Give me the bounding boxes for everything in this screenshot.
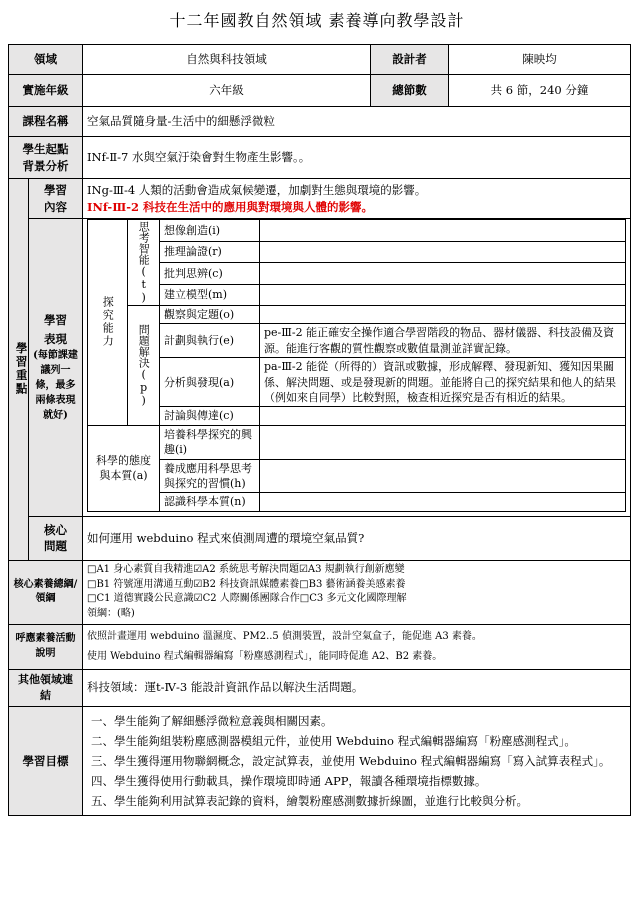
attitude-label: 科學的態度與本質(a) [88, 425, 160, 511]
goal-item: 一、學生能夠了解細懸浮微粒意義與相關因素。 [91, 713, 333, 728]
field-label: 領域 [9, 45, 83, 75]
thinking-label: 思考智能(t) [128, 220, 160, 306]
periods-value: 共 6 節，240 分鐘 [449, 75, 631, 107]
competency-label: 核心素養總綱/領綱 [9, 560, 83, 624]
thinking-item: 推理論證(r) [160, 241, 260, 263]
thinking-item: 想像創造(i) [160, 220, 260, 242]
grade-label: 實施年級 [9, 75, 83, 107]
goal-item: 四、學生獲得使用行動載具，操作環境即時通 APP，報讀各種環境指標數據。 [91, 773, 487, 788]
learning-content: INg-Ⅲ-4 人類的活動會造成氣候變遷，加劇對生態與環境的影響。 INf-Ⅲ-2 科技在生活中的應用與對環境與人體的影響。 [83, 179, 631, 219]
document-title: 十二年國教自然領域 素養導向教學設計 [169, 11, 465, 30]
other-domain-value: 科技領域：運t-Ⅳ-3 能設計資訊作品以解決生活問題。 [83, 669, 631, 706]
field-value: 自然與科技領域 [83, 45, 371, 75]
goal-item: 五、學生能夠利用試算表記錄的資料，繪製粉塵感測數據折線圖，並進行比較與分析。 [91, 794, 528, 809]
goal-item: 二、學生能夠組裝粉塵感測器模組元件，並使用 Webduino 程式編輯器編寫「粉塵感測程式」。 [91, 733, 576, 748]
problem-solving-label: 問題解決(p) [128, 306, 160, 426]
content-label: 學習 內容 [29, 179, 83, 219]
background-value: INf-Ⅱ-7 水與空氣汙染會對生物產生影響。。 [83, 137, 631, 179]
other-domain-label: 其他領域連結 [9, 669, 83, 706]
attitude-item: 認識科學本質(n) [160, 493, 260, 511]
problem-item: 討論與傳達(c) [160, 407, 260, 425]
periods-label: 總節數 [371, 75, 449, 107]
course-name-label: 課程名稱 [9, 107, 83, 137]
performance-table [87, 219, 626, 512]
lesson-plan-table [8, 44, 631, 816]
learning-focus-label: 學習重點 [9, 179, 29, 561]
problem-item: 計劃與執行(e) [160, 324, 260, 358]
attitude-item: 養成應用科學思考與探究的習慣(h) [160, 459, 260, 493]
inquiry-label: 探究能力 [88, 220, 128, 426]
activity-label: 呼應素養活動說明 [9, 624, 83, 669]
designer-label: 設計者 [371, 45, 449, 75]
grade-value: 六年級 [83, 75, 371, 107]
pe-indicator: pe-Ⅲ-2 能正確安全操作適合學習階段的物品、器材儀器、科技設備及資源。能進行客觀的質性觀察或數值量測並詳實記錄。 [260, 324, 626, 358]
thinking-item: 批判思辨(c) [160, 263, 260, 285]
course-name-value: 空氣品質隨身量-生活中的細懸浮微粒 [83, 107, 631, 137]
learning-goals-label: 學習目標 [9, 706, 83, 816]
activity-description: 依照計畫運用 webduino 溫濕度、PM2..5 偵測裝置，設計空氣盒子，能促進 A3 素養。 使用 Webduino 程式編輯器編寫「粉塵感測程式」，能同時促進 A2、B2 素養。 [83, 624, 631, 669]
learning-goals-list [83, 706, 631, 816]
pa-indicator: pa-Ⅲ-2 能從（所得的）資訊或數據，形成解釋、發現新知、獲知因果關係、解決問題、或是發現新的問題。並能將自己的探究結果和他人的結果（例如來自同學）比較對照，檢查相近探究是否有相近的結果。 [260, 358, 626, 407]
core-question-value: 如何運用 webduino 程式來偵測周遭的環境空氣品質? [83, 516, 631, 560]
performance-label: 學習表現 (每節課建議列一條，最多兩條表現就好) [29, 219, 83, 517]
designer-value: 陳映均 [449, 45, 631, 75]
problem-item: 觀察與定題(o) [160, 306, 260, 324]
goal-item: 三、學生獲得運用物聯網概念，設定試算表，並使用 Webduino 程式編輯器編寫「寫入試算表程式」。 [91, 753, 611, 768]
thinking-item: 建立模型(m) [160, 284, 260, 306]
attitude-item: 培養科學探究的興趣(i) [160, 425, 260, 459]
problem-item: 分析與發現(a) [160, 358, 260, 407]
core-question-label: 核心問題 [29, 516, 83, 560]
background-label: 學生起點 背景分析 [9, 137, 83, 179]
competency-list: □A1 身心素質自我精進☑A2 系統思考解決問題☑A3 規劃執行創新應變 □B1 符號運用溝通互動☑B2 科技資訊媒體素養□B3 藝術涵養美感素養 □C1 道德實踐公民意識☑C2 人際關係團隊合作□C3 多元文化國際理解 領綱：(略) [83, 560, 631, 624]
